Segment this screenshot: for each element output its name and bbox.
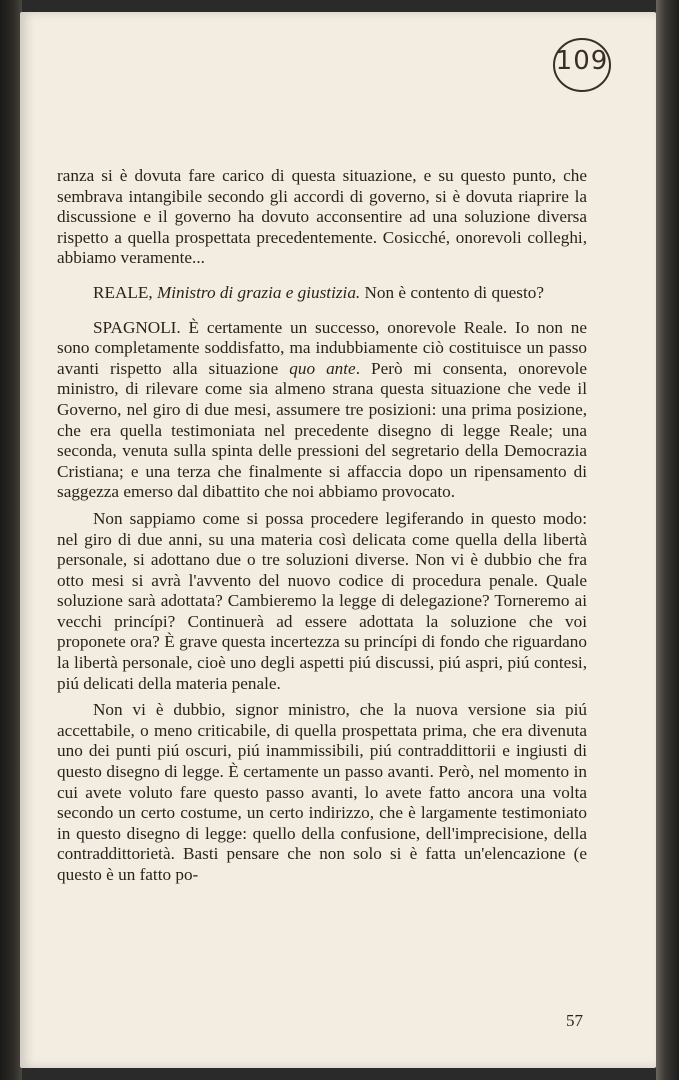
speaker-paragraph: SPAGNOLI. È certamente un successo, onorevole Reale. Io non ne sono completamente soddisfatto, ma indubbiamente ciò costituisce un passo avanti rispetto alla situazione quo ante. Però mi consenta, onorevole ministro, di rilevare come sia almeno strana questa situazione che vede il Governo, nel giro di due mesi, assumere tre posizioni: una prima posizione, che era quella testimoniata nel precedente disegno di legge Reale; una seconda, venuta sulla spinta delle pressioni del segretario della Democrazia Cristiana; e una terza che finalmente si affaccia dopo un ripensamento di saggezza emerso dal dibattito che noi abbiamo provocato. — [57, 317, 587, 502]
page-number: 57 — [566, 1011, 583, 1030]
paragraph: ranza si è dovuta fare carico di questa situazione, e su questo punto, che sembrava intangibile secondo gli accordi di governo, si è dovuta riaprire la discussione e il governo ha dovuto acconsentire ad una soluzione diversa rispetto a quella prospettata precedentemente. Cosicché, onorevoli colleghi, abbiamo veramente... — [57, 166, 587, 268]
stamp-number: 109 — [555, 46, 609, 76]
body-text — [57, 166, 587, 886]
archive-stamp — [551, 34, 613, 96]
speaker-paragraph: REALE, Ministro di grazia e giustizia. Non è contento di questo? — [93, 282, 544, 302]
paragraph: Non sappiamo come si possa procedere legiferando in questo modo: nel giro di due anni, su una materia così delicata come quella della libertà personale, si adottano due o tre soluzioni diverse. Non vi è dubbio che fra otto mesi si avrà l'avvento del nuovo codice di procedura penale. Quale soluzione sarà adottata? Cambieremo la legge di delegazione? Torneremo ai vecchi princípi? Continuerà ad essere adottata la soluzione che voi proponete ora? È grave questa incertezza su princípi di fondo che riguardano la libertà personale, cioè uno degli aspetti piú discussi, piú aspri, piú contesi, piú delicati della materia penale. — [57, 508, 587, 693]
paragraph: Non vi è dubbio, signor ministro, che la nuova versione sia piú accettabile, o meno criticabile, di quella prospettata prima, che era divenuta uno dei punti piú oscuri, piú inammissibili, piú contraddittorii e ingiusti di questo disegno di legge. È certamente un passo avanti. Però, nel momento in cui avete voluto fare questo passo avanti, lo avete fatto ancora una volta secondo un certo costume, un certo indirizzo, che è largamente testimoniato in questo disegno di legge: quello della confusione, dell'imprecisione, della contraddittorietà. Basti pensare che non solo si è fatta un'elencazione (e questo è un fatto po- — [57, 700, 587, 884]
speaker-role: Ministro di grazia e giustizia. — [156, 282, 361, 302]
latin-phrase: quo ante — [289, 358, 356, 378]
book-gutter — [0, 0, 22, 1080]
speaker-name: REALE, — [93, 282, 157, 302]
page-edge — [656, 0, 679, 1080]
